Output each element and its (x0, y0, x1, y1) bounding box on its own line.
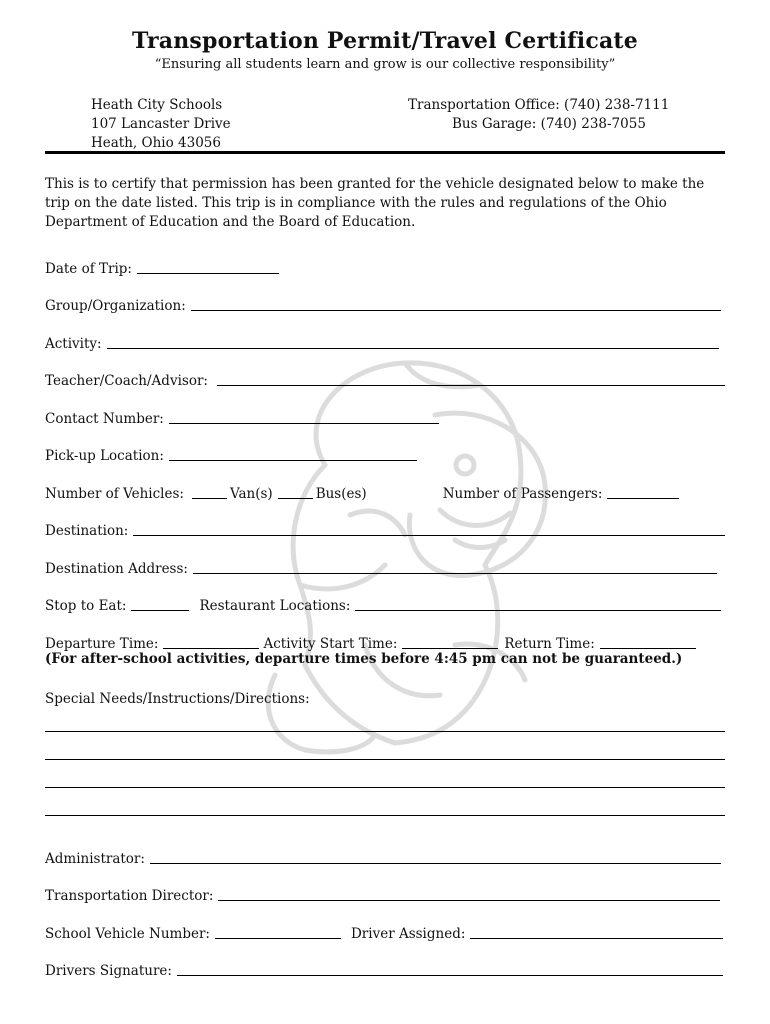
activity-row (45, 330, 725, 352)
special-needs-row (45, 685, 725, 707)
stop-to-eat-row (45, 592, 725, 614)
times-row (45, 630, 725, 652)
pickup-location-field[interactable] (169, 445, 417, 461)
number-of-vehicles-label: Number of Vehicles: (45, 486, 184, 502)
number-of-passengers-field[interactable] (607, 483, 679, 499)
departure-note: (For after-school activities, departure times before 4:45 pm can not be guaranteed.) (45, 651, 683, 667)
destination-address-field[interactable] (193, 558, 717, 574)
transportation-director-field[interactable] (218, 885, 720, 901)
transportation-director-row (45, 882, 725, 904)
transportation-director-label: Transportation Director: (45, 888, 214, 904)
special-needs-line[interactable] (45, 759, 725, 760)
drivers-signature-label: Drivers Signature: (45, 963, 172, 979)
return-time-field[interactable] (600, 633, 696, 649)
special-needs-label: Special Needs/Instructions/Directions: (45, 691, 310, 707)
contact-number-label: Contact Number: (45, 411, 164, 427)
destination-address-label: Destination Address: (45, 561, 188, 577)
destination-row (45, 517, 725, 539)
group-organization-row (45, 292, 725, 314)
school-vehicle-number-label: School Vehicle Number: (45, 926, 210, 942)
special-needs-line[interactable] (45, 787, 725, 788)
stop-to-eat-label: Stop to Eat: (45, 598, 127, 614)
school-address (91, 96, 231, 153)
destination-address-row (45, 555, 725, 577)
activity-field[interactable] (107, 333, 719, 349)
school-vehicle-number-field[interactable] (215, 923, 341, 939)
teacher-coach-advisor-field[interactable] (217, 370, 725, 386)
date-of-trip-field[interactable] (137, 258, 279, 274)
driver-assigned-label: Driver Assigned: (350, 926, 466, 942)
special-needs-line[interactable] (45, 815, 725, 816)
certification-statement: This is to certify that permission has been granted for the vehicle designated below to make the trip on the date listed. This trip is in compliance with the rules and regulations of the Ohio Department of Education and the Board of Education. (45, 176, 705, 230)
contact-number-row (45, 405, 725, 427)
contact-number-field[interactable] (169, 408, 439, 424)
restaurant-locations-field[interactable] (355, 595, 721, 611)
teacher-coach-advisor-label: Teacher/Coach/Advisor: (45, 373, 208, 389)
destination-label: Destination: (45, 523, 129, 539)
buses-count-field[interactable] (278, 483, 313, 499)
activity-start-time-label: Activity Start Time: (263, 636, 398, 652)
special-needs-line[interactable] (45, 731, 725, 732)
teacher-coach-advisor-row (45, 367, 725, 389)
destination-field[interactable] (133, 520, 725, 536)
vans-count-field[interactable] (192, 483, 227, 499)
form-title: Transportation Permit/Travel Certificate (132, 28, 638, 54)
vehicle-driver-row (45, 920, 725, 942)
departure-time-label: Departure Time: (45, 636, 159, 652)
activity-label: Activity: (45, 336, 102, 352)
number-of-passengers-label: Number of Passengers: (442, 486, 603, 502)
activity-start-time-field[interactable] (402, 633, 498, 649)
school-name: Heath City Schools (91, 97, 223, 113)
date-of-trip-label: Date of Trip: (45, 261, 132, 277)
vehicles-row (45, 480, 725, 502)
group-organization-field[interactable] (191, 295, 721, 311)
date-of-trip-row (45, 255, 725, 277)
drivers-signature-field[interactable] (177, 960, 723, 976)
vans-label: Van(s) (229, 486, 273, 502)
bus-garage-phone: Bus Garage: (740) 238-7055 (452, 116, 646, 132)
pickup-location-row (45, 442, 725, 464)
stop-to-eat-field[interactable] (131, 595, 189, 611)
administrator-label: Administrator: (45, 851, 145, 867)
administrator-field[interactable] (150, 848, 721, 864)
transportation-office-phone: Transportation Office: (740) 238-7111 (408, 97, 670, 113)
administrator-row (45, 845, 725, 867)
buses-label: Bus(es) (315, 486, 367, 502)
school-city: Heath, Ohio 43056 (91, 135, 221, 151)
pickup-location-label: Pick-up Location: (45, 448, 164, 464)
driver-assigned-field[interactable] (470, 923, 723, 939)
school-street: 107 Lancaster Drive (91, 116, 231, 132)
motto: “Ensuring all students learn and grow is our collective responsibility” (154, 57, 616, 72)
header-divider (45, 151, 725, 154)
restaurant-locations-label: Restaurant Locations: (199, 598, 351, 614)
return-time-label: Return Time: (504, 636, 595, 652)
contact-numbers (408, 96, 669, 134)
group-organization-label: Group/Organization: (45, 298, 186, 314)
drivers-signature-row (45, 957, 725, 979)
departure-time-field[interactable] (163, 633, 259, 649)
